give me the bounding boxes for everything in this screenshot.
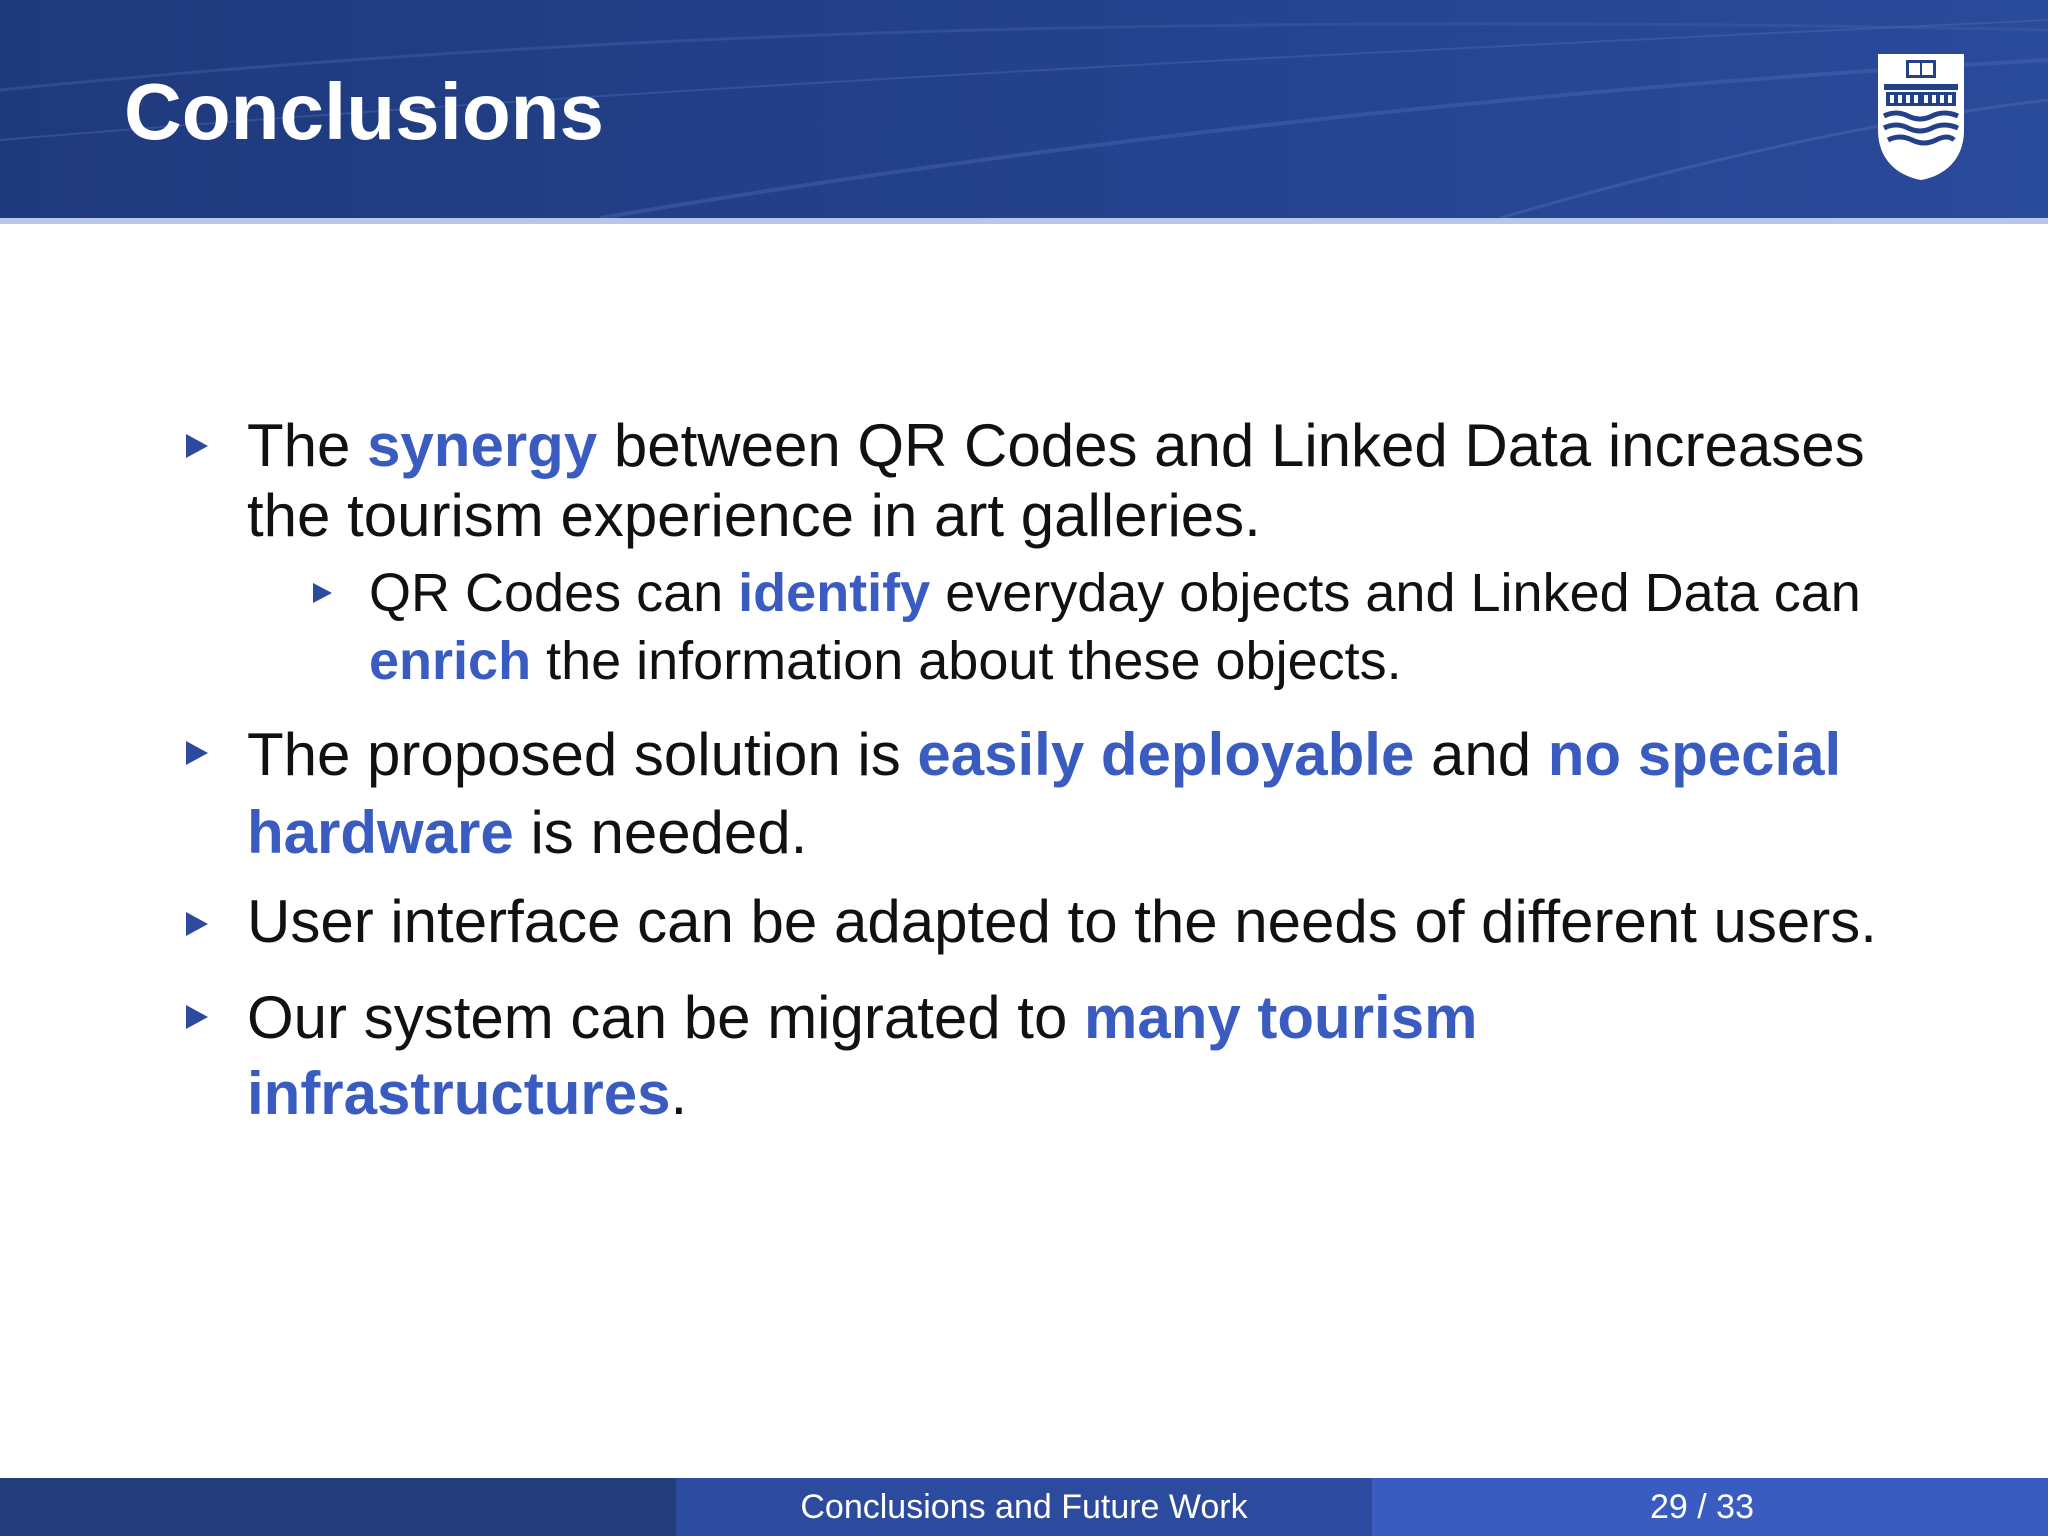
text-segment: the information about these objects. [531, 631, 1402, 691]
highlighted-term: easily deployable [917, 721, 1415, 788]
text-segment: QR Codes can [369, 563, 739, 623]
footer-section-title: Conclusions and Future Work [676, 1478, 1372, 1536]
text-segment: Our system can be migrated to [247, 984, 1085, 1051]
highlighted-term: synergy [367, 412, 598, 479]
text-segment: everyday objects and Linked Data can [930, 563, 1861, 623]
bullet-text [247, 887, 2007, 957]
highlighted-term: no special hardware [247, 721, 1842, 866]
text-segment: User interface can be adapted to the needs of different users. [247, 888, 1877, 955]
triangle-bullet-icon [186, 1005, 208, 1029]
text-segment: The proposed solution is [247, 721, 918, 788]
text-segment: is needed. [513, 799, 808, 866]
highlighted-term: enrich [369, 631, 532, 691]
slide-title: Conclusions [124, 67, 605, 156]
slide-footer [0, 1478, 2048, 1536]
triangle-bullet-icon [313, 583, 332, 603]
text-segment: The [247, 412, 368, 479]
highlighted-term: identify [738, 563, 931, 623]
footer-left-band [0, 1478, 676, 1536]
sub-bullet-text [369, 559, 1969, 695]
triangle-bullet-icon [186, 434, 208, 458]
text-segment: . [670, 1060, 688, 1127]
text-segment: between QR Codes and Linked Data increases the tourism experience in art galleries. [247, 412, 1865, 549]
triangle-bullet-icon [186, 741, 208, 765]
highlighted-term: many tourism infrastructures [247, 984, 1478, 1127]
page-number: 29 / 33 [1650, 1488, 1754, 1526]
bullet-text [247, 411, 1947, 551]
bullet-text [247, 980, 1547, 1132]
footer-right-band [1372, 1478, 2048, 1536]
text-segment: and [1414, 721, 1548, 788]
bullet-text [247, 716, 1887, 872]
triangle-bullet-icon [186, 912, 208, 936]
